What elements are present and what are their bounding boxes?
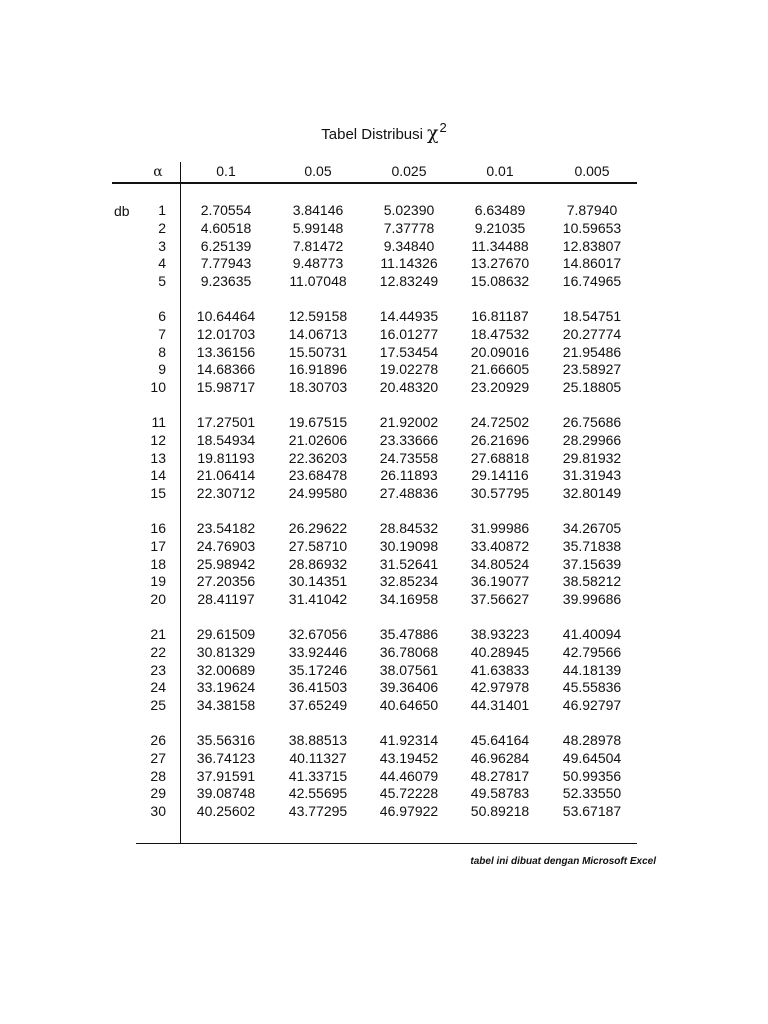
db-label: db [114, 203, 130, 219]
header-rule [112, 182, 637, 184]
table-cell: 28.41197 [197, 591, 255, 608]
footnote: tabel ini dibuat dengan Microsoft Excel [470, 856, 656, 867]
table-cell: 6.25139 [200, 237, 252, 254]
table-row [136, 697, 637, 715]
db-value: 14 [150, 467, 166, 484]
table-cell: 36.19077 [470, 573, 530, 590]
table-cell: 28.86932 [288, 555, 348, 572]
table-cell: 4.60518 [200, 219, 252, 236]
db-value: 29 [150, 785, 166, 802]
table-cell: 3.84146 [292, 202, 344, 218]
table-cell: 42.97978 [470, 679, 530, 696]
table-cell: 12.83807 [562, 237, 622, 254]
table-cell: 35.56316 [196, 731, 256, 748]
table-cell: 26.75686 [562, 413, 622, 430]
column-header: 0.005 [574, 163, 610, 179]
db-value: 21 [150, 625, 166, 642]
table-cell: 6.63489 [474, 202, 526, 218]
table-row [136, 732, 637, 750]
table-cell: 5.99148 [292, 219, 344, 236]
table-cell: 14.68366 [196, 361, 256, 378]
table-cell: 9.21035 [474, 219, 526, 236]
table-cell: 12.59158 [288, 307, 348, 324]
table-cell: 7.37778 [383, 219, 435, 236]
table-cell: 19.81193 [197, 449, 255, 466]
db-value: 7 [158, 325, 166, 342]
table-cell: 13.27670 [470, 255, 530, 272]
table-cell: 19.02278 [379, 361, 439, 378]
table-row [136, 768, 637, 786]
table-cell: 36.78068 [379, 643, 439, 660]
table-cell: 38.93223 [470, 625, 530, 642]
db-value: 13 [150, 449, 166, 466]
table-cell: 29.81932 [562, 449, 622, 466]
table-cell: 32.80149 [562, 485, 622, 502]
table-cell: 27.58710 [288, 537, 348, 554]
table-cell: 40.25602 [196, 803, 256, 820]
table-cell: 14.44935 [379, 307, 439, 324]
table-cell: 34.80524 [470, 555, 530, 572]
table-row [136, 750, 637, 768]
table-cell: 45.55836 [562, 679, 622, 696]
table-cell: 11.07048 [289, 273, 347, 290]
row-group [136, 626, 637, 715]
table-cell: 32.67056 [288, 625, 348, 642]
table-row [136, 785, 637, 803]
table-cell: 11.34488 [471, 237, 529, 254]
table-cell: 18.54751 [562, 307, 622, 324]
table-cell: 40.28945 [470, 643, 530, 660]
table-cell: 23.68478 [288, 467, 348, 484]
table-cell: 20.27774 [562, 325, 622, 342]
table-cell: 34.26705 [562, 519, 622, 536]
table-row [136, 414, 637, 432]
table-cell: 25.98942 [196, 555, 256, 572]
table-cell: 46.96284 [470, 749, 530, 766]
table-cell: 43.19452 [379, 749, 439, 766]
db-value: 3 [158, 237, 166, 254]
table-cell: 33.40872 [470, 537, 530, 554]
table-cell: 37.15639 [562, 555, 622, 572]
table-row [136, 344, 637, 362]
table-cell: 16.81187 [471, 307, 529, 324]
alpha-header: α [153, 164, 163, 180]
table-cell: 17.27501 [196, 413, 256, 430]
table-row [136, 255, 637, 273]
chi-symbol: χ [426, 122, 439, 144]
table-cell: 24.99580 [288, 485, 348, 502]
table-cell: 34.38158 [196, 697, 256, 714]
table-cell: 44.18139 [562, 661, 622, 678]
table-cell: 30.14351 [288, 573, 348, 590]
table-cell: 41.40094 [562, 625, 622, 642]
table-cell: 33.92446 [288, 643, 348, 660]
table-cell: 36.74123 [196, 749, 256, 766]
table-cell: 18.30703 [288, 379, 348, 396]
column-header: 0.025 [391, 163, 427, 179]
table-cell: 46.97922 [379, 803, 439, 820]
table-cell: 20.09016 [470, 343, 530, 360]
table-cell: 21.02606 [288, 431, 348, 448]
table-row [136, 202, 637, 220]
table-row [136, 379, 637, 397]
table-cell: 38.58212 [562, 573, 622, 590]
table-cell: 17.53454 [379, 343, 439, 360]
table-row [136, 538, 637, 556]
column-header: 0.05 [304, 163, 332, 179]
table-cell: 15.98717 [196, 379, 256, 396]
db-value: 6 [158, 307, 166, 324]
table-cell: 7.77943 [200, 255, 252, 272]
table-cell: 43.77295 [288, 803, 348, 820]
table-cell: 31.52641 [379, 555, 439, 572]
db-value: 27 [150, 749, 166, 766]
db-value: 28 [150, 767, 166, 784]
table-cell: 22.36203 [288, 449, 348, 466]
table-cell: 22.30712 [196, 485, 256, 502]
db-value: 2 [158, 219, 166, 236]
table-row [136, 679, 637, 697]
table-cell: 25.18805 [562, 379, 622, 396]
row-group [136, 520, 637, 609]
table-row [136, 662, 637, 680]
table-cell: 12.83249 [379, 273, 439, 290]
db-value: 19 [150, 573, 166, 590]
table-row [136, 803, 637, 821]
table-cell: 15.08632 [470, 273, 530, 290]
table-cell: 27.68818 [470, 449, 530, 466]
table-cell: 12.01703 [196, 325, 256, 342]
table-cell: 23.54182 [196, 519, 256, 536]
row-group [136, 414, 637, 503]
db-value: 16 [150, 519, 166, 536]
row-group [136, 202, 637, 291]
table-cell: 30.57795 [470, 485, 530, 502]
table-cell: 21.06414 [196, 467, 256, 484]
title-superscript: 2 [439, 120, 447, 135]
title-text: Tabel Distribusi [321, 126, 423, 143]
db-value: 30 [150, 803, 166, 820]
table-cell: 35.71838 [562, 537, 622, 554]
table-cell: 30.81329 [196, 643, 256, 660]
table-cell: 36.41503 [288, 679, 348, 696]
db-value: 20 [150, 591, 166, 608]
table-row [136, 626, 637, 644]
table-cell: 16.01277 [379, 325, 439, 342]
table-row [136, 467, 637, 485]
table-row [136, 220, 637, 238]
table-cell: 41.33715 [288, 767, 348, 784]
table-row [136, 308, 637, 326]
table-cell: 37.65249 [288, 697, 348, 714]
table-cell: 10.64464 [196, 307, 256, 324]
table-cell: 42.55695 [288, 785, 348, 802]
table-cell: 40.11327 [289, 749, 347, 766]
table-cell: 45.72228 [379, 785, 439, 802]
table-cell: 41.92314 [379, 731, 439, 748]
row-group [136, 308, 637, 397]
column-header: 0.01 [486, 163, 514, 179]
table-cell: 29.14116 [471, 467, 529, 484]
table-cell: 23.33666 [379, 431, 439, 448]
table-cell: 23.20929 [470, 379, 530, 396]
table-cell: 34.16958 [379, 591, 439, 608]
table-cell: 5.02390 [383, 202, 435, 218]
table-row [136, 238, 637, 256]
table-cell: 46.92797 [562, 697, 622, 714]
db-value: 10 [150, 379, 166, 396]
table-cell: 30.19098 [379, 537, 439, 554]
table-cell: 9.23635 [200, 273, 252, 290]
db-value: 18 [150, 555, 166, 572]
table-cell: 52.33550 [562, 785, 622, 802]
row-group [136, 732, 637, 821]
table-cell: 28.29966 [562, 431, 622, 448]
db-value: 11 [151, 413, 166, 430]
db-value: 1 [158, 202, 166, 218]
table-cell: 53.67187 [562, 803, 622, 820]
table-cell: 2.70554 [200, 202, 252, 218]
table-cell: 39.08748 [196, 785, 256, 802]
table-row [136, 591, 637, 609]
table-cell: 20.48320 [379, 379, 439, 396]
table-cell: 37.91591 [196, 767, 256, 784]
table-cell: 15.50731 [288, 343, 348, 360]
table-cell: 18.54934 [196, 431, 256, 448]
table-cell: 18.47532 [470, 325, 530, 342]
table-cell: 38.88513 [288, 731, 348, 748]
db-value: 24 [150, 679, 166, 696]
table-cell: 32.85234 [379, 573, 439, 590]
table-cell: 7.87940 [566, 202, 618, 218]
db-value: 23 [150, 661, 166, 678]
table-cell: 9.48773 [292, 255, 344, 272]
table-cell: 40.64650 [379, 697, 439, 714]
table-cell: 49.64504 [562, 749, 622, 766]
table-cell: 26.21696 [470, 431, 530, 448]
table-cell: 9.34840 [383, 237, 435, 254]
table-cell: 16.91896 [288, 361, 348, 378]
column-header: 0.1 [216, 163, 236, 179]
table-row [136, 520, 637, 538]
table-cell: 21.95486 [562, 343, 622, 360]
table-cell: 21.92002 [379, 413, 439, 430]
table-cell: 13.36156 [196, 343, 256, 360]
table-cell: 35.17246 [288, 661, 348, 678]
table-cell: 14.86017 [562, 255, 622, 272]
table-cell: 10.59653 [562, 219, 622, 236]
table-cell: 41.63833 [470, 661, 530, 678]
table-cell: 44.31401 [470, 697, 530, 714]
table-cell: 48.27817 [470, 767, 530, 784]
table-cell: 7.81472 [292, 237, 344, 254]
table-cell: 49.58783 [470, 785, 530, 802]
table-cell: 44.46079 [379, 767, 439, 784]
table-cell: 31.31943 [562, 467, 622, 484]
table-cell: 50.99356 [562, 767, 622, 784]
table-cell: 11.14326 [380, 255, 438, 272]
table-cell: 24.73558 [379, 449, 439, 466]
db-value: 22 [150, 643, 166, 660]
table-cell: 29.61509 [196, 625, 256, 642]
table-cell: 48.28978 [562, 731, 622, 748]
table-cell: 23.58927 [562, 361, 622, 378]
table-row [136, 644, 637, 662]
table-cell: 50.89218 [470, 803, 530, 820]
table-cell: 16.74965 [562, 273, 622, 290]
table-cell: 27.20356 [196, 573, 256, 590]
table-row [136, 485, 637, 503]
table-cell: 38.07561 [379, 661, 439, 678]
table-cell: 21.66605 [470, 361, 530, 378]
table-row [136, 273, 637, 291]
db-value: 8 [158, 343, 166, 360]
table-cell: 39.99686 [562, 591, 622, 608]
table-cell: 19.67515 [288, 413, 348, 430]
db-value: 12 [150, 431, 166, 448]
table-cell: 39.36406 [379, 679, 439, 696]
table-row [136, 573, 637, 591]
db-value: 9 [158, 361, 166, 378]
table-cell: 35.47886 [379, 625, 439, 642]
table-cell: 24.76903 [196, 537, 256, 554]
table-cell: 31.41042 [288, 591, 348, 608]
db-value: 17 [150, 537, 166, 554]
table-cell: 33.19624 [196, 679, 256, 696]
bottom-rule [136, 843, 637, 844]
db-value: 26 [150, 731, 166, 748]
table-body [136, 202, 637, 838]
table-cell: 31.99986 [470, 519, 530, 536]
table-cell: 24.72502 [470, 413, 530, 430]
table-cell: 26.29622 [288, 519, 348, 536]
table-cell: 37.56627 [470, 591, 530, 608]
table-row [136, 326, 637, 344]
table-row [136, 556, 637, 574]
db-value: 5 [158, 273, 166, 290]
table-row [136, 432, 637, 450]
table-cell: 14.06713 [288, 325, 348, 342]
table-cell: 45.64164 [470, 731, 530, 748]
db-value: 4 [158, 255, 166, 272]
db-value: 25 [150, 697, 166, 714]
table-cell: 28.84532 [379, 519, 439, 536]
table-cell: 27.48836 [379, 485, 439, 502]
table-cell: 32.00689 [196, 661, 256, 678]
table-cell: 42.79566 [562, 643, 622, 660]
table-row [136, 450, 637, 468]
table-row [136, 361, 637, 379]
page-title [0, 118, 768, 148]
table-cell: 26.11893 [380, 467, 438, 484]
db-value: 15 [150, 485, 166, 502]
